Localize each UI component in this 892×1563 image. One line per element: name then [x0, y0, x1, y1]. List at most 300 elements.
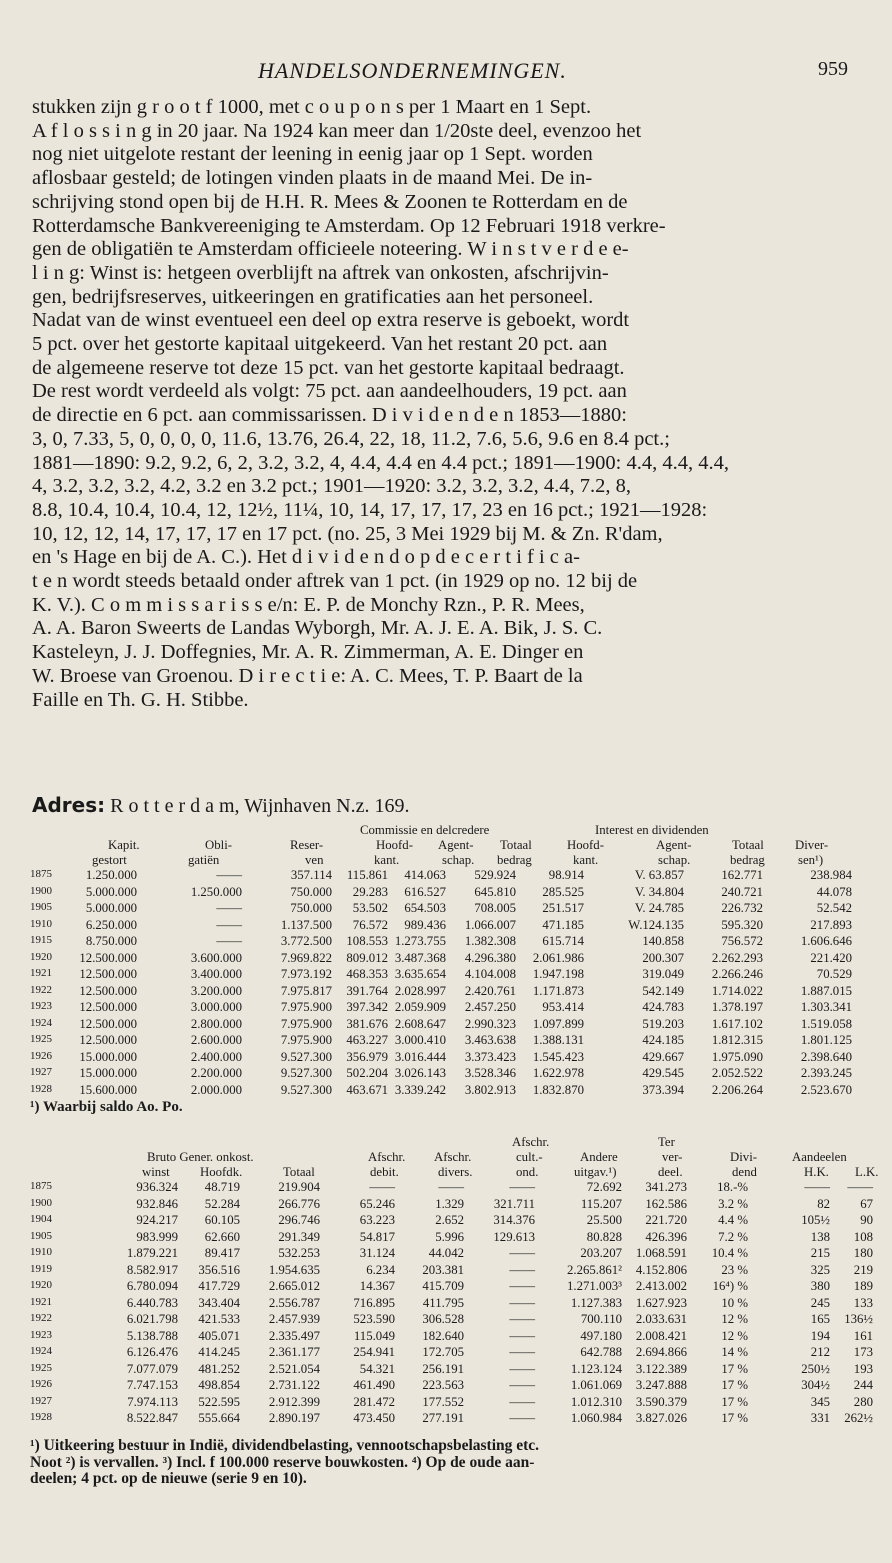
table-row: [30, 1262, 873, 1280]
table-cell: 8.582.917: [126, 1262, 178, 1277]
table-cell: 2.393.245: [800, 1066, 852, 1080]
table-row: [30, 1000, 870, 1017]
table-cell: 2.052.522: [711, 1066, 763, 1080]
table-cell: ——: [509, 1279, 535, 1293]
table-cell: 468.353: [346, 967, 388, 981]
table-header-row: [30, 853, 870, 868]
table-cell: 254.941: [353, 1345, 395, 1359]
footnote-line: ¹) Uitkeering bestuur in Indië, dividendbelasting, vennootschapsbelasting etc.: [30, 1437, 540, 1454]
table-cell: ——: [369, 1180, 395, 1194]
column-header: Kapit.: [108, 838, 140, 852]
table-cell: 3.590.379: [635, 1394, 687, 1409]
page-number: 959: [818, 58, 848, 80]
table-cell: 414.063: [404, 868, 446, 882]
table-row: [30, 1229, 873, 1247]
table-cell: 29.283: [352, 884, 388, 899]
row-year: 1928: [30, 1082, 52, 1095]
table-cell: 1.519.058: [800, 1016, 852, 1031]
body-line: De rest wordt verdeeld als volgt: 75 pct. aan aandeelhouders, 19 pct. aan: [32, 380, 627, 403]
table-cell: 2.523.670: [800, 1082, 852, 1097]
table-cell: 8.750.000: [85, 934, 137, 948]
table-cell: 417.729: [198, 1279, 240, 1293]
table-cell: ——: [216, 901, 242, 915]
table-cell: 3.487.368: [394, 950, 446, 965]
table-cell: 380: [810, 1279, 830, 1293]
table-cell: 296.746: [278, 1213, 320, 1227]
table-cell: 14 %: [721, 1345, 748, 1359]
table-cell: 2.200.000: [190, 1066, 242, 1080]
table-footnote: ¹) Waarbij saldo Ao. Po.: [30, 1099, 183, 1115]
table-cell: 115.207: [580, 1196, 622, 1211]
table-cell: 2.266.246: [711, 967, 763, 981]
table-cell: 750.000: [290, 901, 332, 915]
table-cell: 1.879.221: [126, 1246, 178, 1260]
table-cell: 291.349: [278, 1229, 320, 1244]
table-cell: 15.600.000: [79, 1082, 137, 1097]
table-cell: 2.061.986: [532, 950, 584, 965]
column-header: Totaal: [283, 1165, 315, 1179]
table-cell: 1.127.383: [570, 1295, 622, 1310]
table-cell: 12.500.000: [79, 1000, 137, 1014]
table-row: [30, 1017, 870, 1034]
table-cell: 1.137.500: [280, 917, 332, 932]
body-line: gen de obligatiën te Amsterdam officieele noteering. W i n s t v e r d e e-: [32, 238, 629, 261]
table-cell: 173: [853, 1345, 873, 1359]
table-cell: 7.2 %: [718, 1229, 748, 1244]
table-profit-distribution: [30, 1135, 879, 1428]
table-cell: 304½: [801, 1378, 830, 1392]
column-header: Agent-: [438, 838, 474, 852]
table-cell: 645.810: [474, 884, 516, 899]
table-cell: 3.247.888: [635, 1378, 687, 1392]
table-cell: 161: [853, 1328, 873, 1343]
table-cell: 4.152.806: [635, 1262, 687, 1277]
body-line: en 's Hage en bij de A. C.). Het d i v i d e n d o p d e c e r t i f i c a-: [32, 546, 580, 569]
table-cell: 280: [853, 1394, 873, 1409]
table-cell: 306.528: [422, 1312, 464, 1326]
table-commission-interest: [30, 823, 870, 1117]
table-cell: 70.529: [816, 967, 852, 981]
table-cell: 60.105: [204, 1213, 240, 1227]
table-cell: 321.711: [493, 1196, 535, 1211]
column-header: gatiën: [188, 853, 220, 867]
table-cell: 471.185: [542, 917, 584, 932]
body-line: de directie en 6 pct. aan commissarissen. D i v i d e n d e n 1853—1880:: [32, 404, 627, 427]
column-header: kant.: [573, 853, 599, 867]
table-cell: 1.303.341: [800, 1000, 852, 1014]
row-year: 1920: [30, 950, 52, 963]
table-cell: 1.123.124: [570, 1361, 622, 1376]
table-cell: 212: [810, 1345, 830, 1359]
row-year: 1925: [30, 1361, 52, 1374]
table-cell: 2.890.197: [268, 1411, 320, 1425]
table-cell: 189: [853, 1279, 873, 1293]
table-cell: 2.556.787: [268, 1295, 320, 1310]
table-cell: 1.545.423: [532, 1049, 584, 1064]
table-cell: 3.600.000: [190, 950, 242, 965]
table-cell: 44.042: [428, 1246, 464, 1260]
table-cell: 6.780.094: [126, 1279, 178, 1293]
table-cell: 277.191: [422, 1411, 464, 1425]
table-cell: 5.138.788: [126, 1328, 178, 1343]
table-cell: 932.846: [136, 1196, 178, 1211]
table-cell: ——: [438, 1180, 464, 1194]
table-cell: 3.122.389: [635, 1361, 687, 1376]
table-header-row: [30, 1165, 879, 1180]
table-cell: 194: [810, 1328, 830, 1343]
table-cell: 52.542: [816, 901, 852, 915]
table-cell: 1.812.315: [711, 1033, 763, 1047]
table-cell: 10 %: [721, 1295, 748, 1310]
table-cell: 2.912.399: [268, 1394, 320, 1409]
table-cell: 9.527.300: [280, 1082, 332, 1097]
table-cell: ——: [509, 1246, 535, 1260]
body-line: schrijving stond open bij de H.H. R. Mees & Zoonen te Rotterdam en de: [32, 190, 628, 213]
table-cell: 172.705: [422, 1345, 464, 1359]
column-header: Bruto Gener. onkost.: [147, 1150, 254, 1164]
table-row: [30, 868, 870, 885]
table-cell: 1.068.591: [635, 1246, 687, 1260]
row-year: 1923: [30, 1328, 52, 1341]
row-year: 1926: [30, 1049, 52, 1062]
table-cell: 245: [810, 1295, 830, 1310]
table-cell: 25.500: [586, 1213, 622, 1227]
table-cell: 426.396: [645, 1229, 687, 1244]
table-cell: ——: [509, 1345, 535, 1359]
table-cell: 162.586: [645, 1196, 687, 1211]
table-cell: 542.149: [642, 983, 684, 998]
table-cell: 3.016.444: [394, 1049, 446, 1064]
table-cell: 256.191: [422, 1361, 464, 1376]
table-cell: 193: [853, 1361, 873, 1376]
table-cell: 429.667: [642, 1049, 684, 1064]
column-header: Interest en dividenden: [595, 823, 709, 837]
column-header: H.K.: [804, 1165, 829, 1179]
column-header: schap.: [442, 853, 475, 867]
table-cell: 115.861: [346, 868, 388, 882]
column-header: Afschr.: [434, 1150, 472, 1164]
table-cell: 136½: [844, 1312, 873, 1326]
column-header: Commissie en delcredere: [360, 823, 490, 837]
table-cell: 1.388.131: [532, 1033, 584, 1047]
table-cell: 3.2 %: [718, 1196, 748, 1211]
table-cell: 756.572: [721, 934, 763, 948]
table-cell: 7.747.153: [126, 1378, 178, 1392]
column-header: Ter: [658, 1135, 675, 1149]
table-cell: 285.525: [542, 884, 584, 899]
table-row: [30, 967, 870, 984]
table-cell: 7.975.900: [280, 1000, 332, 1014]
table-cell: 8.522.847: [126, 1411, 178, 1425]
table-header-row: [30, 838, 870, 853]
row-year: 1925: [30, 1033, 52, 1045]
column-header: kant.: [374, 853, 400, 867]
row-year: 1920: [30, 1279, 52, 1291]
table-cell: 924.217: [136, 1213, 178, 1227]
table-cell: 1.378.197: [711, 1000, 763, 1014]
table-cell: 72.692: [586, 1180, 622, 1194]
table-cell: 98.914: [548, 868, 584, 882]
row-year: 1921: [30, 967, 52, 979]
table-row: [30, 1050, 870, 1067]
column-header: dend: [732, 1165, 757, 1179]
table-cell: 108: [853, 1229, 873, 1244]
table-cell: 31.124: [359, 1246, 395, 1260]
table-cell: 463.227: [346, 1033, 388, 1047]
table-cell: 708.005: [474, 901, 516, 915]
footnote-line: deelen; 4 pct. op de nieuwe (serie 9 en 10).: [30, 1470, 307, 1487]
table-cell: 1.271.003³: [566, 1279, 622, 1293]
table-cell: W.124.135: [628, 917, 684, 932]
table-cell: 1.012.310: [570, 1394, 622, 1409]
table-cell: 331: [810, 1411, 830, 1425]
table-cell: 203.381: [422, 1262, 464, 1277]
table-cell: 2.608.647: [394, 1016, 446, 1031]
table-cell: V. 63.857: [634, 868, 684, 882]
table-cell: 936.324: [136, 1180, 178, 1194]
row-year: 1900: [30, 884, 52, 897]
row-year: 1928: [30, 1411, 52, 1423]
table-cell: 595.320: [721, 917, 763, 932]
table-cell: 2.600.000: [190, 1033, 242, 1047]
table-cell: 2.413.002: [635, 1279, 687, 1293]
table-cell: 80.828: [586, 1229, 622, 1244]
body-line: l i n g: Winst is: hetgeen overblijft na aftrek van onkosten, afschrijvin-: [32, 261, 609, 284]
table-cell: 262½: [844, 1411, 873, 1425]
table-cell: ——: [216, 917, 242, 932]
column-header: winst: [142, 1165, 170, 1179]
table-cell: 345: [810, 1394, 830, 1409]
table-cell: 3.026.143: [394, 1066, 446, 1080]
table-cell: 421.533: [198, 1312, 240, 1326]
table-cell: 240.721: [721, 884, 763, 899]
table-cell: 4.4 %: [718, 1213, 748, 1227]
column-header: Hoofdk.: [200, 1165, 243, 1179]
table-cell: 1.250.000: [190, 884, 242, 899]
table-cell: 1.273.755: [394, 934, 446, 948]
table-cell: 108.553: [346, 934, 388, 948]
row-year: 1875: [30, 1180, 52, 1192]
table-cell: 356.516: [198, 1262, 240, 1277]
table-cell: 281.472: [353, 1394, 395, 1409]
row-year: 1924: [30, 1016, 52, 1029]
table-cell: 1.382.308: [464, 934, 516, 948]
table-cell: 177.552: [422, 1394, 464, 1409]
column-header: Totaal: [500, 838, 532, 852]
table-cell: 2.457.939: [268, 1312, 320, 1326]
table-cell: 1.329: [435, 1196, 464, 1211]
row-year: 1924: [30, 1345, 52, 1357]
table-cell: 53.502: [352, 901, 388, 915]
table-row: [30, 1394, 873, 1412]
address-label: Adres:: [32, 793, 106, 817]
table-cell: 2.008.421: [635, 1328, 687, 1343]
table-cell: 2.000.000: [190, 1082, 242, 1097]
table-cell: 3.827.026: [635, 1411, 687, 1425]
table-cell: 357.114: [290, 868, 332, 882]
body-line: Nadat van de winst eventueel een deel op extra reserve is geboekt, wordt: [32, 309, 630, 332]
table-cell: 223.563: [422, 1378, 464, 1392]
row-year: 1922: [30, 983, 52, 996]
table-cell: 3.400.000: [190, 967, 242, 981]
column-header: ven: [305, 853, 324, 867]
column-header: Agent-: [656, 838, 692, 852]
column-header: deel.: [658, 1165, 683, 1179]
table-cell: 522.595: [198, 1394, 240, 1409]
table-cell: 7.969.822: [280, 950, 332, 965]
table-cell: ——: [509, 1411, 535, 1425]
table-cell: 17 %: [721, 1394, 748, 1409]
row-year: 1905: [30, 901, 52, 913]
row-year: 1919: [30, 1262, 52, 1275]
table-cell: ——: [216, 934, 242, 948]
footnote-line: Noot ²) is vervallen. ³) Incl. f 100.000 reserve bouwkosten. ⁴) Op de oude aan-: [30, 1453, 535, 1471]
column-header: bedrag: [730, 853, 765, 867]
table-cell: 463.671: [346, 1082, 388, 1097]
table-cell: 219: [853, 1262, 873, 1277]
table-cell: ——: [509, 1361, 535, 1376]
table-cell: 1.887.015: [800, 983, 852, 998]
table-cell: 65.246: [359, 1196, 395, 1211]
table-cell: V. 34.804: [634, 884, 684, 899]
table-cell: 3.000.000: [190, 1000, 242, 1014]
column-header: debit.: [370, 1165, 399, 1179]
table-cell: 76.572: [352, 917, 388, 932]
row-year: 1904: [30, 1213, 52, 1225]
table-cell: 52.284: [204, 1196, 240, 1211]
table-cell: 341.273: [645, 1180, 687, 1194]
table-cell: 238.984: [810, 868, 852, 882]
table-cell: 82: [817, 1196, 830, 1211]
table-cell: 1.066.007: [464, 917, 516, 932]
table-cell: 9.527.300: [280, 1066, 332, 1080]
table-cell: 397.342: [346, 1000, 388, 1014]
body-line: 5 pct. over het gestorte kapitaal uitgekeerd. Van het restant 20 pct. aan: [32, 333, 608, 356]
table-cell: 115.049: [353, 1328, 395, 1343]
table-cell: 314.376: [493, 1213, 535, 1227]
table-cell: 481.252: [198, 1361, 240, 1376]
table-cell: 424.783: [642, 1000, 684, 1014]
table-cell: 5.000.000: [85, 884, 137, 899]
table-cell: 217.893: [810, 917, 852, 932]
table-cell: 12.500.000: [79, 983, 137, 998]
table-cell: 182.640: [422, 1328, 464, 1343]
table-cell: 3.528.346: [464, 1066, 516, 1080]
column-header: bedrag: [497, 853, 532, 867]
body-line: K. V.). C o m m i s s a r i s s e/n: E. P. de Monchy Rzn., P. R. Mees,: [32, 593, 585, 616]
table-cell: 2.361.177: [268, 1345, 320, 1359]
table-cell: 3.373.423: [464, 1049, 516, 1064]
table-row: [30, 1213, 873, 1230]
table-cell: 3.339.242: [394, 1082, 446, 1097]
body-line: Rotterdamsche Bankvereeniging te Amsterdam. Op 12 Februari 1918 verkre-: [32, 214, 666, 237]
row-year: 1923: [30, 1000, 52, 1012]
table-cell: 2.262.293: [711, 950, 763, 965]
table-cell: 16⁴) %: [712, 1279, 748, 1293]
table-row: [30, 918, 870, 935]
table-row: [30, 885, 870, 902]
table-cell: 555.664: [198, 1411, 240, 1425]
table-row: [30, 984, 870, 1001]
table-cell: 3.635.654: [394, 967, 446, 981]
table-cell: 654.503: [404, 901, 446, 915]
table-cell: 2.033.631: [635, 1312, 687, 1326]
table-row: [30, 1246, 873, 1263]
table-cell: 251.517: [542, 901, 584, 915]
table-cell: 133: [853, 1295, 873, 1310]
table-cell: 12.500.000: [79, 1033, 137, 1047]
table-cell: 2.420.761: [464, 983, 516, 998]
table-row: [30, 934, 870, 951]
table-row: [30, 1345, 873, 1362]
table-cell: 700.110: [580, 1312, 622, 1326]
table-cell: 9.527.300: [280, 1049, 332, 1064]
table-row: [30, 1378, 873, 1395]
table-cell: 5.000.000: [85, 901, 137, 915]
table-cell: 642.788: [580, 1345, 622, 1359]
table-cell: 3.802.913: [464, 1082, 516, 1097]
table-cell: 1.171.873: [532, 983, 584, 998]
row-year: 1910: [30, 917, 52, 930]
column-header: L.K.: [855, 1165, 879, 1179]
table-header-row: [30, 823, 870, 838]
table-cell: 2.206.264: [711, 1082, 763, 1097]
body-line: 3, 0, 7.33, 5, 0, 0, 0, 0, 11.6, 13.76, 26.4, 22, 18, 11.2, 7.6, 5.6, 9.6 en 8.4 pct.;: [32, 427, 670, 450]
table-cell: 203.207: [580, 1246, 622, 1260]
table-cell: 319.049: [642, 967, 684, 981]
table-cell: 219.904: [278, 1180, 320, 1194]
table-cell: 750.000: [290, 884, 332, 899]
table-cell: 343.404: [198, 1295, 240, 1310]
column-header: ond.: [516, 1165, 539, 1179]
column-header: Hoofd-: [376, 838, 413, 852]
table-cell: 989.436: [404, 917, 446, 932]
table-cell: 10.4 %: [711, 1246, 748, 1260]
table-cell: 2.521.054: [268, 1361, 320, 1376]
table-cell: ——: [216, 868, 242, 882]
table-cell: 2.731.122: [268, 1378, 320, 1392]
table-cell: 6.234: [366, 1262, 395, 1277]
table-cell: 3.772.500: [280, 934, 332, 948]
column-header: Hoofd-: [567, 838, 604, 852]
table-cell: 473.450: [353, 1411, 395, 1425]
table-cell: 12.500.000: [79, 950, 137, 965]
column-header: ver-: [662, 1150, 683, 1164]
table-cell: 17 %: [721, 1361, 748, 1376]
table-cell: 405.071: [198, 1328, 240, 1343]
table-cell: 2.694.866: [635, 1345, 687, 1359]
table-cell: 200.307: [642, 950, 684, 965]
table-cell: ——: [509, 1312, 535, 1326]
body-text: [32, 96, 862, 712]
table-cell: 7.974.113: [127, 1394, 178, 1409]
table-cell: 5.996: [435, 1229, 464, 1244]
table-cell: 1.947.198: [532, 967, 584, 981]
table-cell: 1.954.635: [268, 1262, 320, 1277]
body-line: t e n wordt steeds betaald onder aftrek van 1 pct. (in 1929 op no. 12 bij de: [32, 570, 638, 593]
row-year: 1905: [30, 1229, 52, 1242]
table-cell: 519.203: [642, 1016, 684, 1031]
column-header: Afschr.: [368, 1150, 406, 1164]
table-cell: 2.665.012: [268, 1279, 320, 1293]
row-year: 1927: [30, 1394, 52, 1407]
table-cell: 15.000.000: [79, 1066, 137, 1080]
table-cell: 424.185: [642, 1033, 684, 1047]
row-year: 1921: [30, 1295, 52, 1308]
column-header: Aandeelen: [792, 1150, 847, 1164]
table-cell: 215: [810, 1246, 830, 1260]
table-header-row: [30, 1135, 870, 1150]
